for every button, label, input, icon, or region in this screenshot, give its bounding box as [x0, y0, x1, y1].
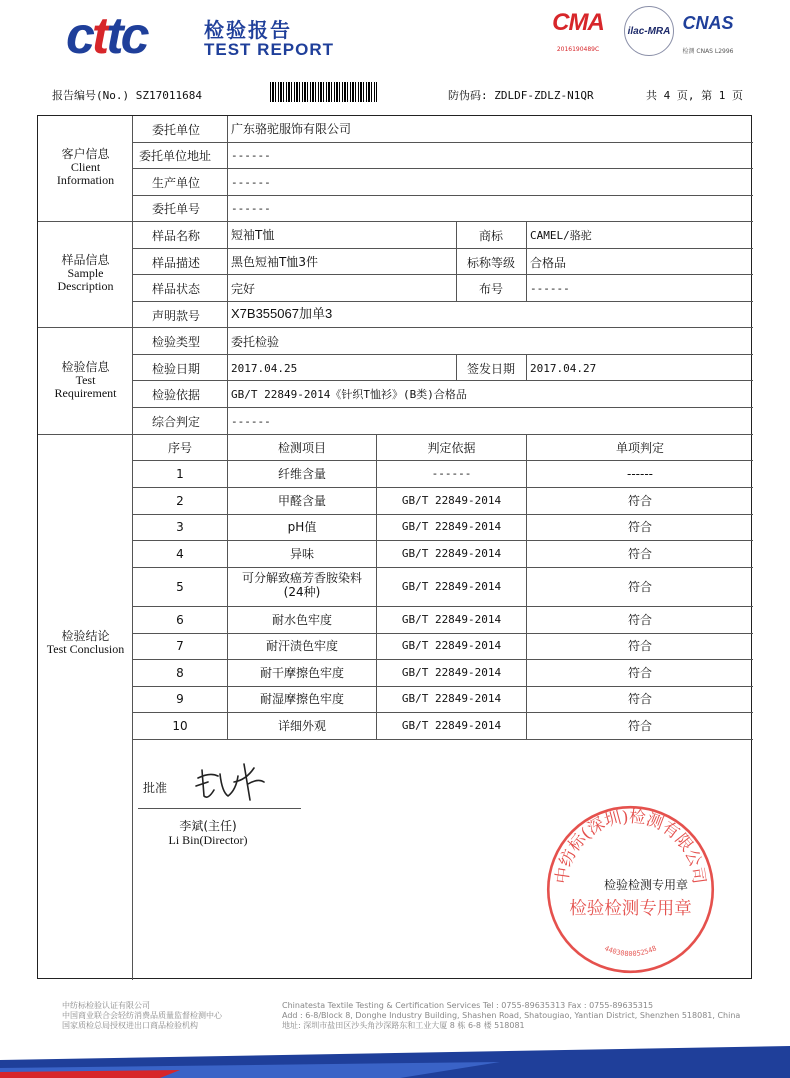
row-result: 符合 [627, 520, 652, 534]
order-number-value: ------ [231, 202, 271, 215]
test-section-label [38, 361, 133, 400]
cnas-code: 检测 CNAS L2996 [682, 48, 734, 55]
row-test-item: 耐干摩擦色牢度 [259, 665, 344, 680]
manufacturer-value: ------ [231, 176, 271, 189]
row-number: 2 [176, 493, 184, 508]
signature-line [138, 808, 301, 809]
logo-title-cn: 检验报告 [204, 18, 292, 42]
sample-section-en1: Sample [67, 266, 104, 280]
signature-icon [188, 756, 268, 806]
row-basis: GB/T 22849-2014 [401, 612, 502, 626]
footer-org-1: 中纺标检验认证有限公司 [62, 1001, 150, 1010]
conclusion-section-cn: 检验结论 [61, 629, 110, 643]
cma-logo: CMA [552, 9, 604, 36]
row-number: 6 [176, 612, 184, 627]
row-number: 7 [176, 639, 184, 653]
cma-mark [548, 6, 608, 53]
row-basis: ------ [431, 467, 472, 480]
footer-address-en: Add : 6-8/Block 8, Donghe Industry Building, Shashen Road, Shatougiao, Yantian District, Shenzhen 518081, China [282, 1011, 741, 1020]
seal-code-text: 4403080052548 [603, 944, 658, 958]
seal-center-text: 检验检测专用章 [569, 899, 692, 919]
fabric-no-label: 布号 [478, 282, 503, 296]
row-test-item: 耐湿摩擦色牢度 [259, 692, 344, 706]
ilac-label: ilac-MRA [627, 25, 671, 37]
client-section-label [38, 148, 133, 187]
style-no-value: X7B355067加单3 [231, 306, 333, 321]
cttc-logo [66, 7, 346, 65]
row-result: 符合 [627, 579, 652, 594]
sample-name-label: 样品名称 [152, 229, 201, 243]
row-test-item: 异味 [289, 546, 314, 561]
row-number: 10 [172, 718, 188, 733]
client-address-label: 委托单位地址 [139, 149, 212, 163]
order-number-label: 委托单号 [152, 202, 201, 216]
style-no-label: 声明款号 [152, 309, 201, 323]
client-section-en1: Client [70, 160, 101, 174]
sample-state-value: 完好 [231, 282, 256, 296]
row-basis: GB/T 22849-2014 [401, 493, 502, 507]
row-number: 1 [176, 467, 184, 481]
cma-code: 2016190489C [556, 46, 600, 53]
seal-ring-text: 中纺标(深圳)检测有限公司 [552, 806, 709, 886]
row-test-item: 甲醛含量 [277, 493, 326, 508]
seal-label: 检验检测专用章 [604, 878, 689, 892]
barcode-icon [270, 82, 377, 102]
row-result: ------ [627, 467, 653, 481]
test-section-en1: Test [75, 373, 96, 387]
conclusion-section-en: Test Conclusion [46, 642, 125, 656]
fabric-no-value: ------ [530, 282, 570, 295]
overall-judgement-value: ------ [231, 415, 271, 428]
row-number: 8 [176, 665, 184, 680]
client-section-cn: 客户信息 [61, 147, 110, 161]
grade-label: 标称等级 [466, 256, 515, 270]
row-result: 符合 [627, 612, 652, 627]
footer-org-3: 国家质检总局授权进出口商品检验机构 [62, 1021, 198, 1030]
row-result: 符合 [627, 718, 652, 733]
test-basis-value: GB/T 22849-2014《针织T恤衫》(B类)合格品 [231, 388, 467, 401]
row-result: 符合 [627, 639, 652, 653]
report-table [37, 115, 752, 979]
row-test-item: 纤维含量 [277, 467, 326, 481]
row-test-item-note: (24种) [283, 585, 321, 599]
issue-date-value: 2017.04.27 [530, 362, 597, 375]
sample-state-label: 样品状态 [152, 282, 201, 296]
row-result: 符合 [627, 493, 652, 508]
sample-desc-label: 样品描述 [152, 256, 201, 270]
row-result: 符合 [627, 546, 652, 561]
signer-name-cn: 李斌(主任) [179, 819, 237, 833]
row-test-item: 详细外观 [277, 718, 326, 733]
report-meta [0, 87, 790, 103]
row-number: 4 [176, 546, 184, 561]
test-date-label: 检验日期 [152, 362, 201, 376]
anti-fake-code: 防伪码: ZDLDF-ZDLZ-N1QR [448, 89, 594, 102]
row-result: 符合 [627, 692, 652, 706]
sample-desc-value: 黑色短袖T恤3件 [231, 255, 318, 269]
sample-name-value: 短袖T恤 [231, 228, 275, 242]
overall-judgement-label: 综合判定 [152, 415, 201, 429]
sample-section-cn: 样品信息 [61, 253, 110, 267]
col-header-no: 序号 [167, 441, 192, 455]
col-header-item: 检测项目 [277, 441, 326, 455]
cnas-mark [678, 6, 738, 55]
client-section-en2: Information [56, 173, 115, 187]
footer-contact: Chinatesta Textile Testing & Certification Services Tel : 0755-89635313 Fax : 0755-89635315 [282, 1001, 654, 1010]
row-basis: GB/T 22849-2014 [401, 546, 502, 560]
trademark-label: 商标 [478, 229, 503, 243]
row-test-item: pH值 [287, 520, 317, 534]
signer-name-en: Li Bin(Director) [168, 833, 248, 847]
client-address-value: ------ [231, 149, 271, 162]
sample-section-en2: Description [57, 279, 114, 293]
test-type-value: 委托检验 [231, 335, 280, 349]
test-basis-label: 检验依据 [152, 388, 201, 402]
row-test-item: 耐水色牢度 [271, 612, 332, 627]
conclusion-section-label [38, 630, 133, 656]
test-section-cn: 检验信息 [61, 360, 110, 374]
ilac-mark [622, 6, 676, 56]
grade-value: 合格品 [530, 256, 567, 270]
row-result: 符合 [627, 665, 652, 680]
row-basis: GB/T 22849-2014 [401, 520, 502, 533]
manufacturer-label: 生产单位 [152, 176, 201, 190]
client-name-label: 委托单位 [152, 123, 201, 137]
logo-title-en: TEST REPORT [204, 40, 335, 59]
row-basis: GB/T 22849-2014 [401, 692, 502, 705]
row-number: 5 [176, 579, 184, 594]
test-section-en2: Requirement [54, 386, 117, 400]
approve-label: 批准 [143, 781, 168, 795]
sample-section-label [38, 254, 133, 293]
issue-date-label: 签发日期 [466, 362, 515, 376]
report-number: 报告编号(No.) SZ17011684 [52, 89, 202, 102]
test-type-label: 检验类型 [152, 335, 201, 349]
footer-org-2: 中国商业联合会轻纺消费品质量监督检测中心 [62, 1011, 222, 1020]
cnas-logo: CNAS [682, 13, 734, 33]
row-number: 3 [176, 520, 184, 534]
trademark-value: CAMEL/骆驼 [530, 229, 592, 242]
footer-address-cn: 地址: 深圳市盐田区沙头角沙深路东和工业大厦 8 栋 6-8 楼 518081 [282, 1021, 525, 1030]
ilac-globe-icon [624, 6, 674, 56]
page-info: 共 4 页, 第 1 页 [646, 89, 743, 102]
col-header-basis: 判定依据 [427, 441, 476, 455]
test-date-value: 2017.04.25 [231, 362, 298, 375]
col-header-result: 单项判定 [615, 441, 664, 455]
row-test-item: 耐汗渍色牢度 [265, 639, 338, 653]
signer [163, 819, 253, 847]
row-basis: GB/T 22849-2014 [401, 718, 502, 732]
logo-mark: cttc [66, 7, 147, 65]
row-basis: GB/T 22849-2014 [401, 579, 502, 593]
row-basis: GB/T 22849-2014 [401, 665, 502, 679]
client-name-value: 广东骆驼服饰有限公司 [231, 122, 352, 136]
row-basis: GB/T 22849-2014 [401, 639, 502, 652]
footer-band [0, 1040, 790, 1078]
row-number: 9 [176, 692, 184, 706]
row-test-item: 可分解致癌芳香胺染料 [241, 571, 362, 585]
